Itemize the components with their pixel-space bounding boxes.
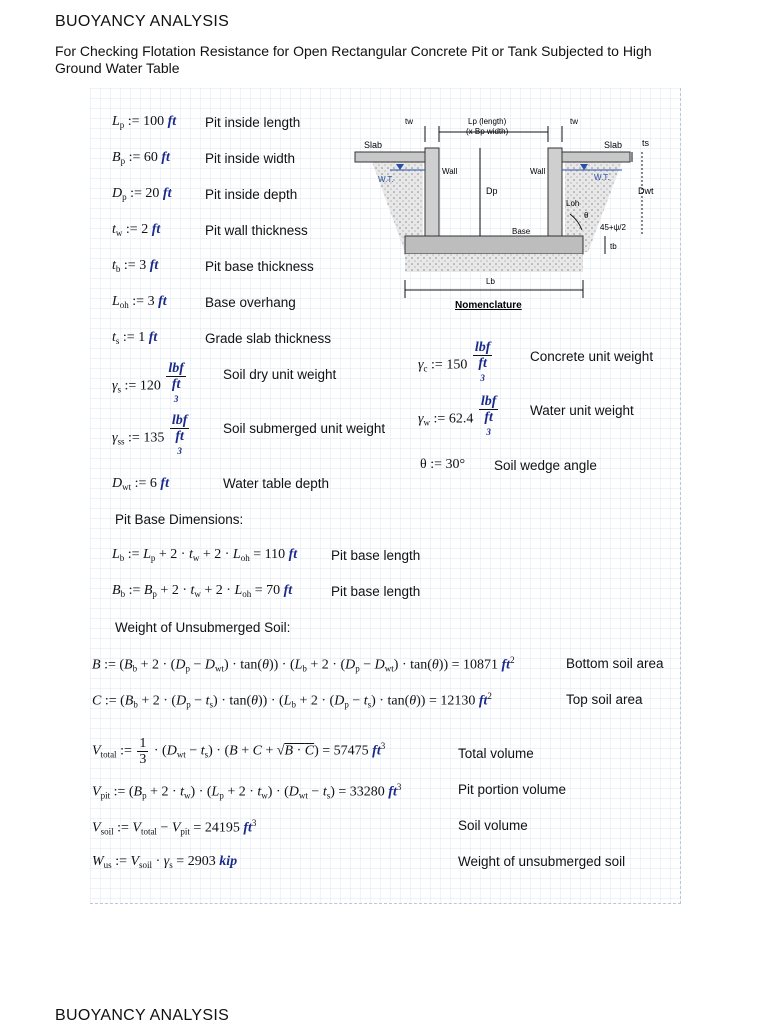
pit-base-width-label: Pit base length xyxy=(331,584,421,599)
wt-right-label: W.T. xyxy=(594,173,610,182)
input-label-2: Pit inside depth xyxy=(205,187,298,202)
tw-right-label: tw xyxy=(570,117,578,126)
base-label: Base xyxy=(512,227,531,236)
soil-submerged-unit-weight-label: Soil submerged unit weight xyxy=(223,421,386,436)
left-wall xyxy=(425,148,439,240)
input-label-1: Pit inside width xyxy=(205,151,296,166)
angle-label: 45+ψ/2 xyxy=(600,223,626,232)
input-label-6: Grade slab thickness xyxy=(205,331,332,346)
input-def-4: $t_b$ := 3 ft xyxy=(112,258,159,274)
input-label-3: Pit wall thickness xyxy=(205,223,308,238)
footer-title: BUOYANCY ANALYSIS xyxy=(55,1007,230,1024)
unsubmerged-soil-weight-eq: $W_{us}$ := $V_{soil} \cdot \gamma_s = 2903$ kip xyxy=(92,854,238,870)
pit-base-header: Pit Base Dimensions: xyxy=(115,512,244,527)
wt-left-label: W.T. xyxy=(378,175,394,184)
right-slab xyxy=(562,152,630,162)
concrete-unit-weight-def: $\gamma_c$ := 150 lbf ft $^3$ xyxy=(418,340,491,383)
water-table-depth-def: $D_{wt}$ := 6 ft xyxy=(112,476,169,492)
wall-right-label: Wall xyxy=(530,167,546,176)
right-wall xyxy=(548,148,562,240)
pit-portion-volume-label: Pit portion volume xyxy=(458,782,567,797)
soil-wedge-angle-label: Soil wedge angle xyxy=(494,458,597,473)
slab-right-label: Slab xyxy=(604,140,623,150)
water-unit-weight-def: $\gamma_w$ := 62.4 lbf ft $^3$ xyxy=(418,394,497,437)
left-slab xyxy=(355,152,425,162)
water-unit-weight-label: Water unit weight xyxy=(530,403,634,418)
ts-label: ts xyxy=(642,138,650,148)
bottom-soil-area-label: Bottom soil area xyxy=(566,656,664,671)
page-subtitle: For Checking Flotation Resistance for Open Rectangular Concrete Pit or Tank Subjected to High Ground Water Table xyxy=(55,43,652,76)
total-volume-label: Total volume xyxy=(458,746,534,761)
slab-left-label: Slab xyxy=(364,140,383,150)
input-label-5: Base overhang xyxy=(205,295,296,310)
base-soil xyxy=(405,254,583,272)
soil-dry-unit-weight-label: Soil dry unit weight xyxy=(223,367,337,382)
lp-label: Lp (length) xyxy=(468,117,507,126)
dp-label: Dp xyxy=(486,186,498,196)
top-soil-area-eq: C := $(B_b + 2 \cdot (D_p - t_s) \cdot \tan(\theta)) \cdot (L_b + 2 \cdot (D_p - t_s) \cdot \tan(\theta)) = 12130$ $ft^2$ xyxy=(92,691,492,710)
soil-submerged-unit-weight-def: $\gamma_{ss}$ := 135 lbf ft $^3$ xyxy=(112,413,188,456)
theta-label: θ xyxy=(584,211,589,220)
total-volume-eq: $V_{total}$ := $\frac{1}{3}$ · $(D_{wt} - t_s) \cdot (B + C + √B \cdot C) = 57475$ $ft^3$ xyxy=(92,736,386,767)
input-def-5: $L_{oh}$ := 3 ft xyxy=(112,294,167,310)
water-table-depth-label: Water table depth xyxy=(223,476,330,491)
soil-volume-label: Soil volume xyxy=(458,818,528,833)
input-def-6: $t_s$ := 1 ft xyxy=(112,330,158,346)
input-label-4: Pit base thickness xyxy=(205,259,314,274)
input-label-0: Pit inside length xyxy=(205,115,301,130)
unsubmerged-soil-weight-label: Weight of unsubmerged soil xyxy=(458,854,626,869)
input-def-3: $t_w$ := 2 ft xyxy=(112,222,161,238)
nomenclature-diagram xyxy=(350,112,660,317)
top-soil-area-label: Top soil area xyxy=(566,692,643,707)
dwt-label: Dwt xyxy=(638,186,654,196)
lp-width-label: (x Bp width) xyxy=(466,127,509,136)
bottom-soil-area-eq: B := $(B_b + 2 \cdot (D_p - D_{wt}) \cdot \tan(\theta)) \cdot (L_b + 2 \cdot (D_p - D_{wt}) \cdot \tan(\theta)) = 10871$ $ft^2$ xyxy=(92,655,515,674)
pit-base-length-label: Pit base length xyxy=(331,548,421,563)
soil-dry-unit-weight-def: $\gamma_s$ := 120 lbf ft $^3$ xyxy=(112,361,184,404)
pit-base-length-eq: $L_b$ := $L_p + 2 \cdot t_w + 2 \cdot L_{oh} = 110$ ft xyxy=(112,547,298,563)
wall-left-label: Wall xyxy=(442,167,458,176)
tb-label: tb xyxy=(610,242,617,251)
nomenclature-caption: Nomenclature xyxy=(455,300,522,311)
page-title: BUOYANCY ANALYSIS xyxy=(55,13,230,30)
soil-volume-eq: $V_{soil}$ := $V_{total} - V_{pit} = 24195$ $ft^3$ xyxy=(92,818,257,837)
lb-label: Lb xyxy=(486,277,495,286)
input-def-2: $D_p$ := 20 ft xyxy=(112,186,172,202)
tw-left-label: tw xyxy=(405,117,413,126)
input-def-0: $L_p$ := 100 ft xyxy=(112,114,177,130)
loh-label: Loh xyxy=(566,199,580,208)
input-def-1: $B_p$ := 60 ft xyxy=(112,150,170,166)
pit-portion-volume-eq: $V_{pit}$ := $(B_p + 2 \cdot t_w) \cdot (L_p + 2 \cdot t_w) \cdot (D_{wt} - t_s) = 33280$ $ft^3$ xyxy=(92,782,402,801)
soil-wedge-angle-def: θ := 30° xyxy=(420,457,466,472)
pit-base-width-eq: $B_b$ := $B_p + 2 \cdot t_w + 2 \cdot L_{oh} = 70$ ft xyxy=(112,583,293,599)
unsubmerged-soil-header: Weight of Unsubmerged Soil: xyxy=(115,620,291,635)
concrete-unit-weight-label: Concrete unit weight xyxy=(530,349,654,364)
base-slab xyxy=(405,236,583,254)
